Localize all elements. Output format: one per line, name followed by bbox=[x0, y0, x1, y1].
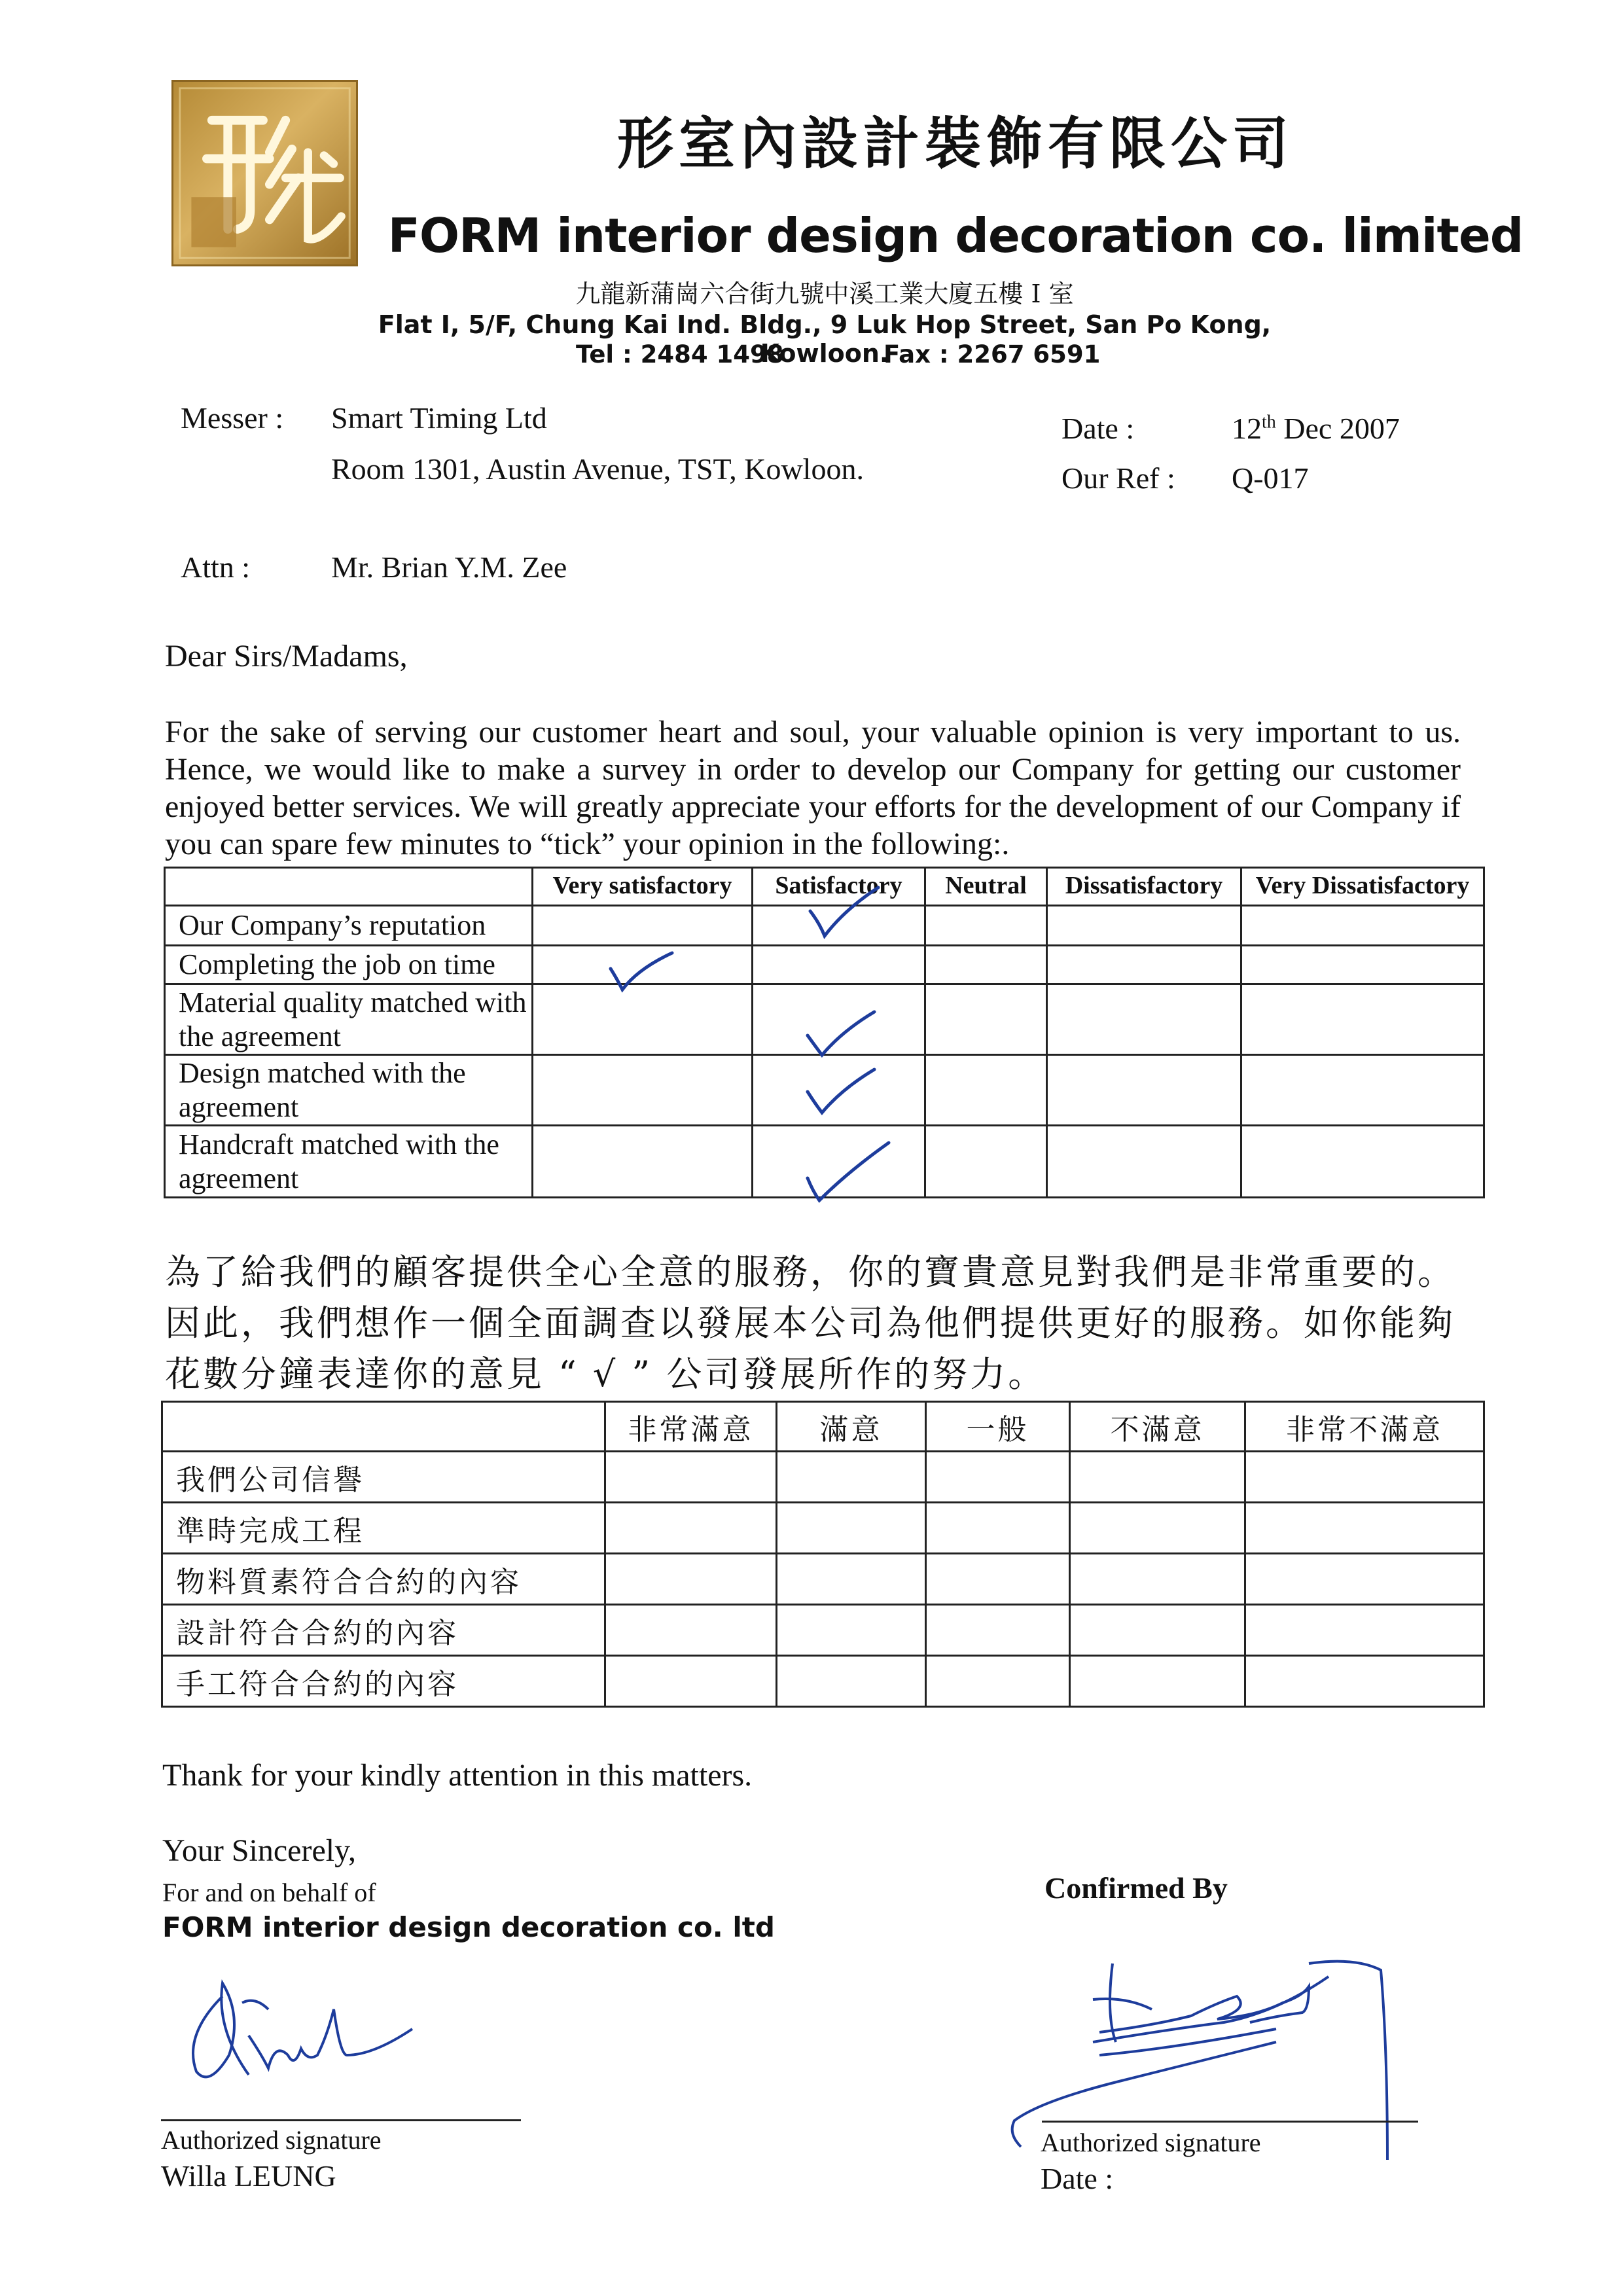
header-blank-cell bbox=[162, 1402, 605, 1452]
company-signoff: FORM interior design decoration co. ltd bbox=[162, 1911, 775, 1943]
attn-name: Mr. Brian Y.M. Zee bbox=[331, 550, 567, 584]
tick-mark bbox=[802, 1008, 881, 1060]
tick-mark bbox=[802, 1066, 881, 1118]
rating-cell[interactable] bbox=[1241, 946, 1484, 984]
rating-cell[interactable] bbox=[533, 1055, 753, 1126]
rating-cell[interactable] bbox=[1245, 1554, 1484, 1605]
closing-line: Thank for your kindly attention in this matters. bbox=[162, 1758, 753, 1793]
signature-line-right bbox=[1042, 2121, 1418, 2123]
column-header: 非常滿意 bbox=[605, 1402, 777, 1452]
row-label: 設計符合合約的內容 bbox=[162, 1605, 605, 1656]
rating-cell[interactable] bbox=[605, 1656, 777, 1707]
rating-cell[interactable] bbox=[605, 1503, 777, 1554]
tick-mark bbox=[605, 949, 677, 995]
rating-cell[interactable] bbox=[533, 906, 753, 946]
recipient-address: Room 1301, Austin Avenue, TST, Kowloon. bbox=[331, 452, 864, 486]
telephone: Tel : 2484 1498 bbox=[576, 340, 784, 368]
letter-body: For the sake of serving our customer heart and soul, your valuable opinion is very important to us. Hence, we would like to make a survey in order to develop our Company for getting our customer enjoyed better services. We will greatly appreciate your efforts for the development of our Company if you can spare few minutes to “tick” your opinion in the following:. bbox=[165, 715, 1461, 861]
rating-cell[interactable] bbox=[1245, 1503, 1484, 1554]
rating-cell[interactable] bbox=[777, 1452, 926, 1503]
rating-cell[interactable] bbox=[777, 1656, 926, 1707]
rating-cell[interactable] bbox=[1245, 1605, 1484, 1656]
rating-cell[interactable] bbox=[1070, 1656, 1245, 1707]
column-header: Very Dissatisfactory bbox=[1241, 868, 1484, 906]
attn-label: Attn : bbox=[181, 550, 251, 584]
survey-table-chinese bbox=[161, 1401, 1485, 1708]
rating-cell[interactable] bbox=[1070, 1605, 1245, 1656]
rating-cell[interactable] bbox=[605, 1554, 777, 1605]
rating-cell[interactable] bbox=[925, 946, 1047, 984]
column-header: 非常不滿意 bbox=[1245, 1402, 1484, 1452]
table-header-row bbox=[162, 1402, 1484, 1452]
rating-cell[interactable] bbox=[925, 984, 1047, 1055]
table-row bbox=[165, 946, 1484, 984]
rating-cell[interactable] bbox=[1070, 1452, 1245, 1503]
table-row bbox=[162, 1554, 1484, 1605]
rating-cell[interactable] bbox=[1241, 1126, 1484, 1198]
address-english: Flat I, 5/F, Chung Kai Ind. Bldg., 9 Luk Hop Street, San Po Kong, Kowloon. bbox=[378, 310, 1272, 368]
address-chinese: 九龍新蒲崗六合街九號中溪工業大廈五樓 I 室 bbox=[575, 279, 1074, 308]
rating-cell[interactable] bbox=[925, 1055, 1047, 1126]
rating-cell[interactable] bbox=[1047, 946, 1241, 984]
header-blank-cell bbox=[165, 868, 533, 906]
rating-cell[interactable] bbox=[777, 1554, 926, 1605]
sincerely: Your Sincerely, bbox=[162, 1833, 356, 1868]
rating-cell[interactable] bbox=[1241, 1055, 1484, 1126]
row-label: Our Company’s reputation bbox=[165, 906, 533, 946]
company-logo bbox=[171, 80, 358, 266]
confirm-date-label: Date : bbox=[1041, 2162, 1114, 2195]
rating-cell[interactable] bbox=[533, 1126, 753, 1198]
recipient-company: Smart Timing Ltd bbox=[331, 401, 547, 435]
row-label: 物料質素符合合約的內容 bbox=[162, 1554, 605, 1605]
rating-cell[interactable] bbox=[1245, 1452, 1484, 1503]
column-header: Very satisfactory bbox=[533, 868, 753, 906]
rating-cell[interactable] bbox=[925, 1126, 1047, 1198]
row-label: Design matched with the agreement bbox=[165, 1055, 533, 1126]
column-header: 滿意 bbox=[777, 1402, 926, 1452]
rating-cell[interactable] bbox=[1241, 906, 1484, 946]
ref-label: Our Ref : bbox=[1061, 461, 1175, 495]
column-header: Satisfactory bbox=[753, 868, 925, 906]
column-header: Neutral bbox=[925, 868, 1047, 906]
table-row bbox=[162, 1656, 1484, 1707]
rating-cell[interactable] bbox=[1047, 984, 1241, 1055]
rating-cell[interactable] bbox=[1070, 1503, 1245, 1554]
signature-left bbox=[177, 1957, 425, 2088]
rating-cell[interactable] bbox=[1241, 984, 1484, 1055]
tick-mark bbox=[805, 884, 883, 942]
salutation: Dear Sirs/Madams, bbox=[165, 639, 408, 673]
rating-cell[interactable] bbox=[1047, 1055, 1241, 1126]
rating-cell[interactable] bbox=[777, 1605, 926, 1656]
rating-cell[interactable] bbox=[605, 1452, 777, 1503]
date-value: 12th Dec 2007 bbox=[1232, 412, 1400, 445]
row-label: Material quality matched with the agreement bbox=[165, 984, 533, 1055]
rating-cell[interactable] bbox=[1245, 1656, 1484, 1707]
table-row bbox=[162, 1605, 1484, 1656]
rating-cell[interactable] bbox=[926, 1605, 1070, 1656]
row-label: Completing the job on time bbox=[165, 946, 533, 984]
signer-name: Willa LEUNG bbox=[161, 2159, 336, 2193]
rating-cell[interactable] bbox=[1070, 1554, 1245, 1605]
rating-cell[interactable] bbox=[605, 1605, 777, 1656]
rating-cell[interactable] bbox=[926, 1452, 1070, 1503]
rating-cell[interactable] bbox=[926, 1656, 1070, 1707]
letter-body-chinese: 為了給我們的顧客提供全心全意的服務，你的寶貴意見對我們是非常重要的。因此，我們想作一個全面調查以發展本公司為他們提供更好的服務。如你能夠花數分鐘表達你的意見 “ √ ” 公司發展所作的努力。 bbox=[165, 1251, 1455, 1395]
rating-cell[interactable] bbox=[753, 946, 925, 984]
column-header: Dissatisfactory bbox=[1047, 868, 1241, 906]
messer-label: Messer : bbox=[181, 401, 284, 435]
rating-cell[interactable] bbox=[925, 906, 1047, 946]
row-label: 準時完成工程 bbox=[162, 1503, 605, 1554]
company-name-english: FORM interior design decoration co. limited bbox=[387, 208, 1524, 263]
row-label: Handcraft matched with the agreement bbox=[165, 1126, 533, 1198]
row-label: 手工符合合約的內容 bbox=[162, 1656, 605, 1707]
authorized-signature-label-right: Authorized signature bbox=[1041, 2128, 1261, 2157]
authorized-signature-label: Authorized signature bbox=[161, 2125, 382, 2155]
column-header: 不滿意 bbox=[1070, 1402, 1245, 1452]
tick-mark bbox=[802, 1139, 894, 1204]
rating-cell[interactable] bbox=[1047, 1126, 1241, 1198]
table-row bbox=[162, 1503, 1484, 1554]
signature-line-left bbox=[161, 2119, 521, 2121]
on-behalf-of: For and on behalf of bbox=[162, 1878, 376, 1907]
rating-cell[interactable] bbox=[926, 1554, 1070, 1605]
rating-cell[interactable] bbox=[1047, 906, 1241, 946]
column-header: 一般 bbox=[926, 1402, 1070, 1452]
rating-cell[interactable] bbox=[777, 1503, 926, 1554]
row-label: 我們公司信譽 bbox=[162, 1452, 605, 1503]
ref-value: Q-017 bbox=[1232, 461, 1309, 495]
confirmed-by: Confirmed By bbox=[1044, 1871, 1228, 1905]
fax-number: Fax : 2267 6591 bbox=[883, 340, 1101, 368]
rating-cell[interactable] bbox=[926, 1503, 1070, 1554]
date-label: Date : bbox=[1061, 412, 1135, 445]
table-row bbox=[162, 1452, 1484, 1503]
company-name-chinese: 形室內設計裝飾有限公司 bbox=[617, 111, 1294, 177]
